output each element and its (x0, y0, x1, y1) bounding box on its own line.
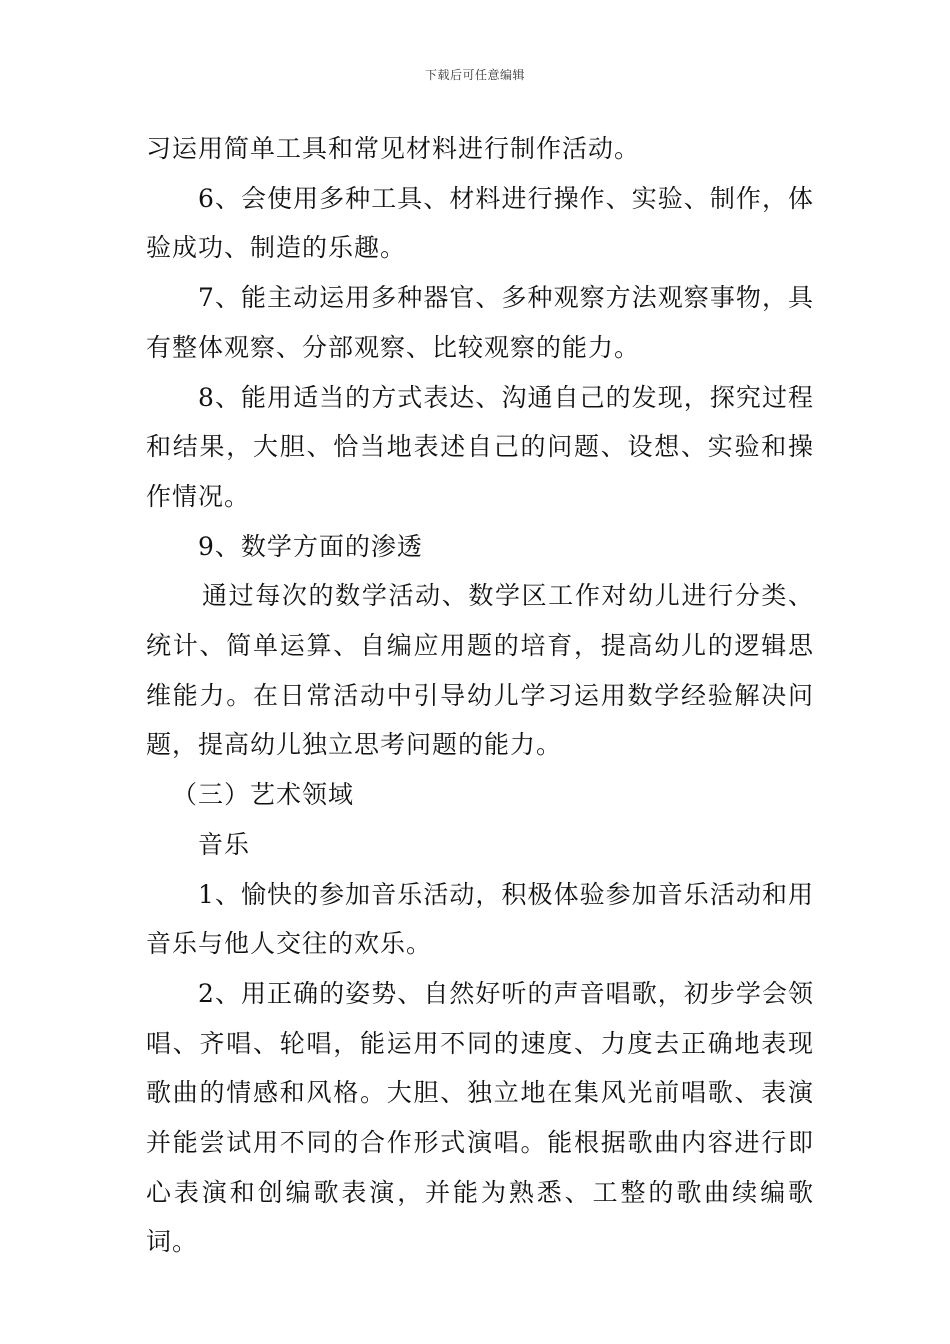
paragraph-item-7: 7、能主动运用多种器官、多种观察方法观察事物，具有整体观察、分部观察、比较观察的能力。 (146, 283, 814, 362)
paragraph-item-9-heading: 9、数学方面的渗透 (198, 531, 423, 561)
page-header-note: 下载后可任意编辑 (424, 68, 525, 82)
section-heading-art: （三）艺术领域 (172, 780, 355, 810)
paragraph-continuation: 习运用简单工具和常见材料进行制作活动。 (146, 134, 641, 163)
paragraph-music-2: 2、用正确的姿势、自然好听的声音唱歌，初步学会领唱、齐唱、轮唱，能运用不同的速度、力度去正确地表现歌曲的情感和风格。大胆、独立地在集风光前唱歌、表演并能尝试用不同的合作形式演唱。能根据歌曲内容进行即心表演和创编歌表演，并能为熟悉、工整的歌曲续编歌词。 (146, 978, 814, 1257)
subsection-heading-music: 音乐 (198, 829, 251, 859)
paragraph-item-8: 8、能用适当的方式表达、沟通自己的发现，探究过程和结果，大胆、恰当地表述自己的问题、设想、实验和操作情况。 (146, 382, 814, 511)
document-body (146, 124, 814, 1267)
paragraph-music-1: 1、愉快的参加音乐活动，积极体验参加音乐活动和用音乐与他人交往的欢乐。 (146, 879, 814, 959)
paragraph-item-6: 6、会使用多种工具、材料进行操作、实验、制作，体验成功、制造的乐趣。 (146, 183, 814, 263)
paragraph-math: 通过每次的数学活动、数学区工作对幼儿进行分类、统计、简单运算、自编应用题的培育，提高幼儿的逻辑思维能力。在日常活动中引导幼儿学习运用数学经验解决问题，提高幼儿独立思考问题的能力。 (146, 581, 814, 760)
